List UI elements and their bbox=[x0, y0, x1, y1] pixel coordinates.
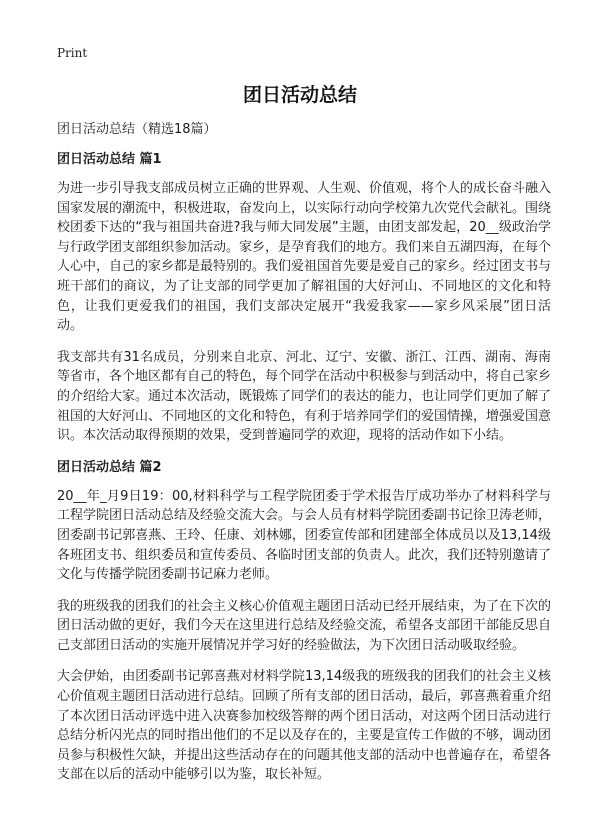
document-title: 团日活动总结 bbox=[242, 84, 357, 106]
section-heading-2: 团日活动总结 篇2 bbox=[57, 459, 162, 475]
section-heading-1: 团日活动总结 篇1 bbox=[57, 152, 162, 167]
print-link[interactable]: Print bbox=[57, 46, 88, 60]
paragraph-1-2: 我支部共有31名成员，分别来自北京、河北、辽宁、安徽、浙江、江西、湖南、海南等省市，各个地区都有自己的特色，每个同学在活动中积极参与到活动中，将自己家乡的介绍给大家。通过本次活动，既锻炼了同学们的表达的能力，也让同学们更加了解了祖国的大好河山、不同地区的文化和特色，有利于培养同学们的爱国情操，增强爱国意识。本次活动取得预期的效果，受到普遍同学的欢迎，现将的活动作如下小结。 bbox=[57, 349, 552, 444]
paragraph-2-2: 我的班级我的团我们的社会主义核心价值观主题团日活动已经开展结束，为了在下次的团日活动做的更好，我们今天在这里进行总结及经验交流，希望各支部团干部能反思自己支部团日活动的实施开展情况并学习好的经验做法，为下次团日活动吸取经验。 bbox=[57, 598, 552, 653]
document-subtitle: 团日活动总结（精选18篇） bbox=[57, 122, 217, 137]
paragraph-2-1: 20__年_月9日19：00,材料科学与工程学院团委于学术报告厅成功举办了材料科学与工程学院团日活动总结及经验交流大会。与会人员有材料学院团委副书记徐卫涛老师，团委副书记郭喜燕、王玲、任康、刘林娜，团委宣传部和团建部全体成员以及13,14级各班团支书、组织委员和宣传委员、各临时团支部的负责人。此次，我们还特别邀请了文化与传播学院团委副书记麻力老师。 bbox=[57, 488, 552, 583]
paragraph-1-1: 为进一步引导我支部成员树立正确的世界观、人生观、价值观，将个人的成长奋斗融入国家发展的潮流中，积极进取，奋发向上，以实际行动向学校第九次党代会献礼。围绕校团委下达的“我与祖国共奋进?我与师大同发展”主题，由团支部发起，20__级政治学与行政学团支部组织参加活动。家乡，是孕育我们的地方。我们来自五湖四海，在每个人心中，自己的家乡都是最特别的。我们爱祖国首先要是爱自己的家乡。经过团支书与班干部们的商议，为了让支部的同学更加了解祖国的大好河山、不同地区的文化和特色，让我们更爱我们的祖国，我们支部决定展开“我爱我家——家乡风采展”团日活动。 bbox=[57, 181, 552, 334]
paragraph-2-3: 大会伊始，由团委副书记郭喜燕对材料学院13,14级我的班级我的团我们的社会主义核心价值观主题团日活动进行总结。回顾了所有支部的团日活动，最后，郭喜燕着重介绍了本次团日活动评选中进入决赛参加校级答辩的两个团日活动，对这两个团日活动进行总结分析闪光点的同时指出他们的不足以及存在的，主要是宣传工作做的不够，调动团员参与积极性欠缺，并提出这些活动存在的问题其他支部的活动中也普遍存在，希望各支部在以后的活动中能够引以为鉴，取长补短。 bbox=[57, 669, 552, 783]
document-body bbox=[57, 120, 551, 797]
